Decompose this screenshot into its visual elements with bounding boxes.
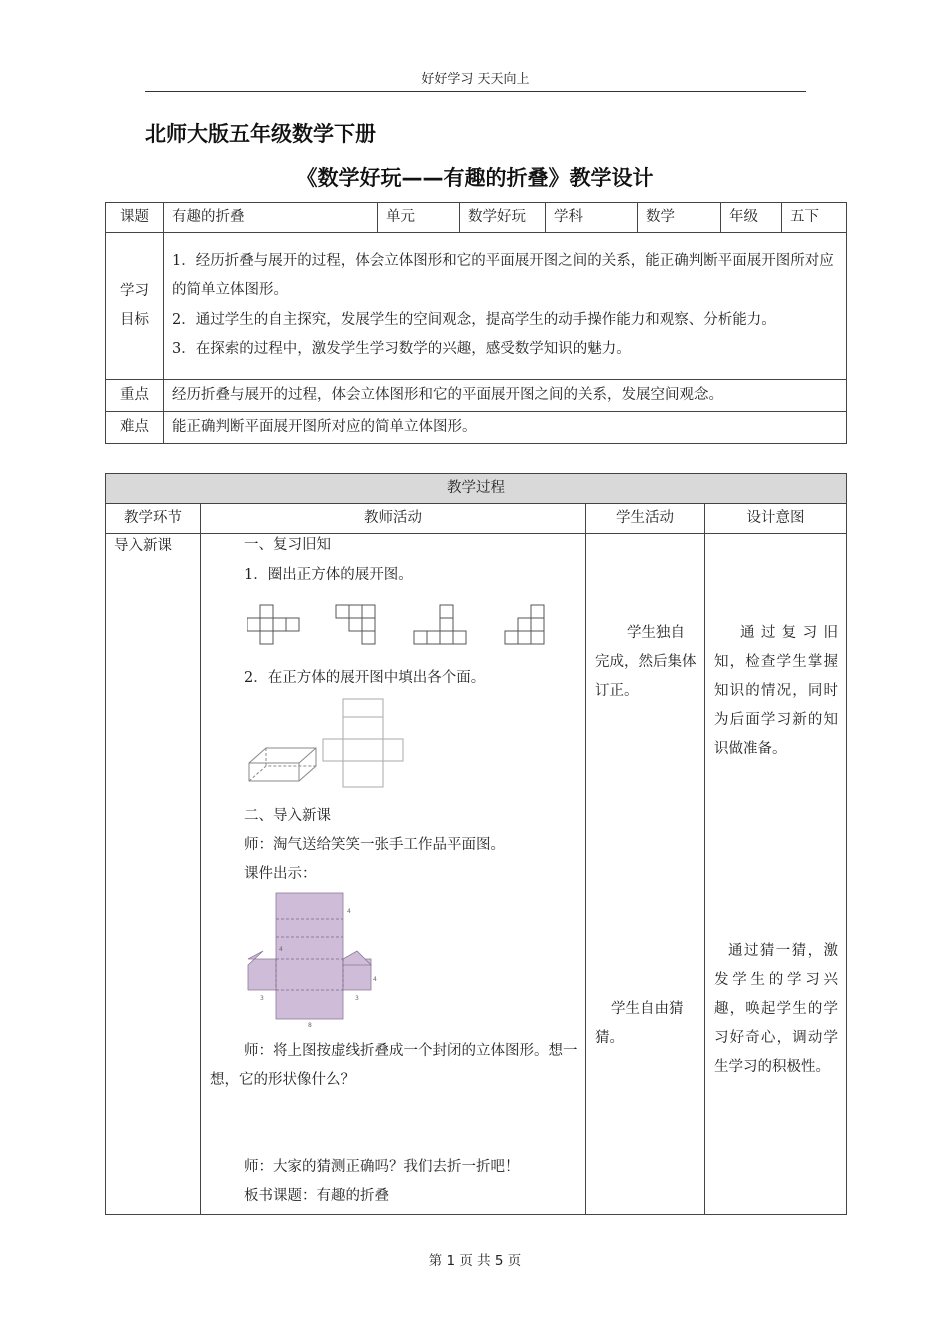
- doc-title-line2: 《数学好玩——有趣的折叠》教学设计: [296, 166, 654, 190]
- cube-net-3: [414, 605, 466, 644]
- net-label-bottom: 8: [308, 1022, 312, 1029]
- topic-label: 课题: [106, 203, 164, 233]
- teacher-cell: [201, 534, 586, 1215]
- cube-net-4: [505, 605, 544, 644]
- craft-net-figure: [243, 889, 378, 1029]
- process-table: [105, 473, 847, 1215]
- teacher-line-3: 师：将上图按虚线折叠成一个封闭的立体图形。想一想，它的形状像什么？: [210, 1043, 578, 1088]
- box-and-net-figure: [246, 696, 426, 796]
- page-footer: 第 1 页 共 5 页: [428, 1253, 522, 1269]
- key-value: 经历折叠与展开的过程，体会立体图形和它的平面展开图之间的关系，发展空间观念。: [164, 380, 847, 412]
- question-2: 2．在正方体的展开图中填出各个面。: [244, 670, 486, 686]
- unit-label: 单元: [378, 203, 460, 233]
- col-intent: 设计意图: [705, 504, 847, 534]
- net-label-right: 4: [373, 976, 377, 983]
- header-motto: 好好学习 天天向上: [145, 68, 806, 92]
- difficulty-label: 难点: [106, 412, 164, 444]
- subject-label: 学科: [546, 203, 638, 233]
- teacher-line-1: 师：淘气送给笑笑一张手工作品平面图。: [244, 837, 505, 853]
- teacher-line-2: 课件出示：: [244, 866, 317, 882]
- goal-1: 1．经历折叠与展开的过程，体会立体图形和它的平面展开图之间的关系，能正确判断平面展开图所对应的简单立体图形。: [172, 252, 834, 298]
- question-1: 1．圈出正方体的展开图。: [244, 567, 413, 583]
- teacher-line-4: 师：大家的猜测正确吗？我们去折一折吧！: [244, 1159, 520, 1175]
- net-label-top: 4: [347, 908, 351, 915]
- cube-nets-figure: [247, 604, 559, 648]
- doc-title-line1: 北师大版五年级数学下册: [145, 122, 376, 146]
- intent-cell: [705, 534, 847, 1215]
- process-title: 教学过程: [106, 474, 847, 504]
- cube-net-1: [247, 605, 299, 644]
- goals-label: [106, 233, 164, 380]
- col-stage: 教学环节: [106, 504, 201, 534]
- goal-2: 2．通过学生的自主探究，发展学生的空间观念，提高学生的动手操作能力和观察、分析能力。: [172, 311, 776, 328]
- subject-value: 数学: [638, 203, 721, 233]
- key-label: 重点: [106, 380, 164, 412]
- difficulty-value: 能正确判断平面展开图所对应的简单立体图形。: [164, 412, 847, 444]
- topic-value: 有趣的折叠: [164, 203, 378, 233]
- stage-label: 导入新课: [114, 538, 172, 554]
- goals-cell: [164, 233, 847, 380]
- design-intent-1: 通过复习旧知，检查学生掌握知识的情况，同时为后面学习新的知识做准备。: [714, 625, 838, 757]
- col-teacher: 教师活动: [201, 504, 586, 534]
- student-cell: [586, 534, 705, 1215]
- goal-3: 3．在探索的过程中，激发学生学习数学的兴趣，感受数学知识的魅力。: [172, 341, 631, 357]
- teacher-line-5: 板书课题：有趣的折叠: [244, 1188, 389, 1204]
- goals-label-text: 学习目标: [120, 283, 149, 328]
- design-intent-2: 通过猜一猜，激发学生的学习兴趣，唤起学生的学习好奇心，调动学生学习的积极性。: [714, 943, 838, 1075]
- net-label-mid: 4: [279, 946, 283, 953]
- col-student: 学生活动: [586, 504, 705, 534]
- stage-cell: [106, 534, 201, 1215]
- student-activity-1: 学生独自完成，然后集体订正。: [595, 625, 697, 699]
- info-table: [105, 202, 847, 444]
- student-activity-2: 学生自由猜猜。: [595, 1001, 684, 1046]
- cube-net-2: [336, 605, 375, 644]
- unit-value: 数学好玩: [460, 203, 546, 233]
- grade-label: 年级: [721, 203, 782, 233]
- review-heading: 一、复习旧知: [244, 537, 331, 553]
- net-label-right-bottom: 3: [355, 995, 359, 1002]
- grade-value: 五下: [782, 203, 847, 233]
- cuboid-net-drawing: [323, 699, 403, 787]
- cuboid-drawing: [249, 748, 316, 781]
- intro-heading: 二、导入新课: [244, 808, 331, 824]
- net-label-left: 3: [260, 995, 264, 1002]
